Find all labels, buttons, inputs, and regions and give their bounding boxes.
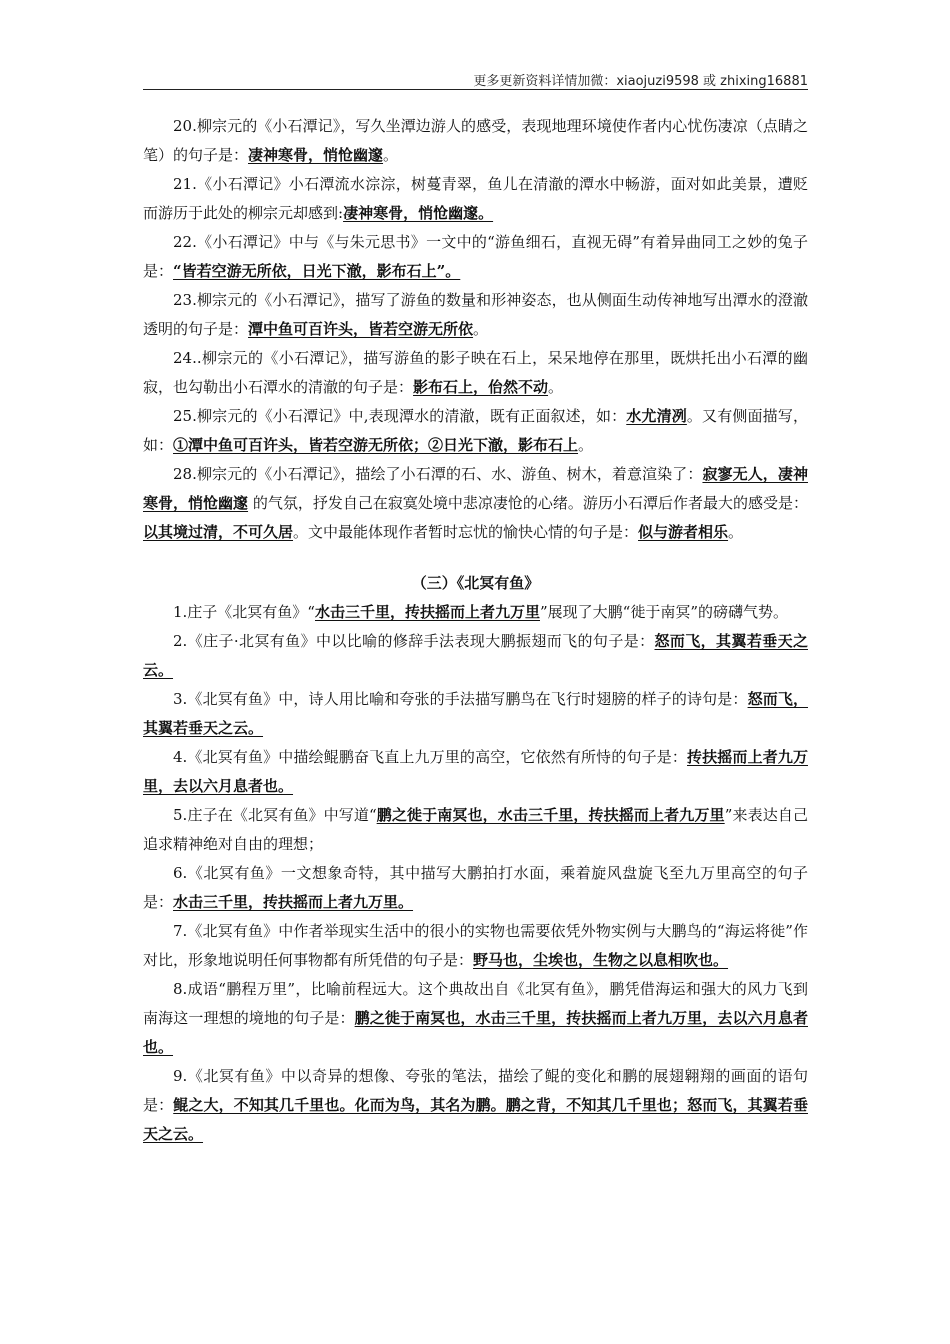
answer: 凄神寒骨，悄怆幽邃 <box>248 146 384 164</box>
question-item: 25.柳宗元的《小石潭记》中,表现潭水的清澈，既有正面叙述，如：水尤清冽。又有侧面描写，如：①潭中鱼可百许头，皆若空游无所依；②日光下澈，影布石上。 <box>143 407 808 454</box>
answer: “皆若空游无所依，日光下澈，影布石上”。 <box>173 262 461 280</box>
question-item: 20.柳宗元的《小石潭记》，写久坐潭边游人的感受，表现地理环境使作者内心忧伤凄凉（点睛之笔）的句子是：凄神寒骨，悄怆幽邃。 <box>143 117 808 164</box>
answer: 影布石上，佁然不动 <box>413 378 549 396</box>
document-body <box>143 112 808 1149</box>
question-item: 8.成语“鹏程万里”，比喻前程远大。这个典故出自《北冥有鱼》，鹏凭借海运和强大的风力飞到南海这一理想的境地的句子是：鹏之徙于南冥也，水击三千里，抟扶摇而上者九万里，去以六月息者也。 <box>143 980 808 1056</box>
question-item: 5.庄子在《北冥有鱼》中写道“鹏之徙于南冥也，水击三千里，抟扶摇而上者九万里”来表达自己追求精神绝对自由的理想； <box>143 806 808 853</box>
answer: 抟扶摇而上者九万里，去以六月息者也。 <box>143 748 808 795</box>
answer: 凄神寒骨，悄怆幽邃。 <box>343 204 494 222</box>
answer: 寂寥无人，凄神寒骨，悄怆幽邃 <box>143 465 808 512</box>
section-title: （三）《北冥有鱼》 <box>411 574 540 592</box>
question-item: 2.《庄子·北冥有鱼》中以比喻的修辞手法表现大鹏振翅而飞的句子是：怒而飞，其翼若垂天之云。 <box>143 632 808 679</box>
answer: 怒而飞，其翼若垂天之云。 <box>143 632 808 679</box>
question-item: 1.庄子《北冥有鱼》“水击三千里，抟扶摇而上者九万里”展现了大鹏“徙于南冥”的磅礴气势。 <box>173 603 789 621</box>
question-item: 24..柳宗元的《小石潭记》，描写游鱼的影子映在石上，呆呆地停在那里，既烘托出小石潭的幽寂，也勾勒出小石潭水的清澈的句子是：影布石上，佁然不动。 <box>143 349 808 396</box>
question-item: 3.《北冥有鱼》中，诗人用比喻和夸张的手法描写鹏鸟在飞行时翅膀的样子的诗句是：怒而飞，其翼若垂天之云。 <box>143 690 808 737</box>
question-item: 28.柳宗元的《小石潭记》，描绘了小石潭的石、水、游鱼、树木，着意渲染了：寂寥无人，凄神寒骨，悄怆幽邃 的气氛，抒发自己在寂寞处境中悲凉凄怆的心绪。游历小石潭后作者最大的感受是：以其境过清，不可久居。文中最能体现作者暂时忘忧的愉快心情的句子是：似与游者相乐。 <box>143 465 808 541</box>
answer: 水击三千里，抟扶摇而上者九万里 <box>314 603 540 621</box>
question-item: 4.《北冥有鱼》中描绘鲲鹏奋飞直上九万里的高空，它依然有所恃的句子是：抟扶摇而上者九万里，去以六月息者也。 <box>143 748 808 795</box>
question-item: 21.《小石潭记》小石潭流水淙淙，树蔓青翠，鱼儿在清澈的潭水中畅游，面对如此美景，遭贬而游历于此处的柳宗元却感到:凄神寒骨，悄怆幽邃。 <box>143 175 808 222</box>
answer: 水尤清冽 <box>626 407 687 425</box>
answer: ①潭中鱼可百许头，皆若空游无所依；②日光下澈，影布石上 <box>173 436 579 454</box>
answer: 潭中鱼可百许头，皆若空游无所依 <box>248 320 474 338</box>
answer: 水击三千里，抟扶摇而上者九万里。 <box>173 893 414 911</box>
question-item: 9.《北冥有鱼》中以奇异的想像、夸张的笔法，描绘了鲲的变化和鹏的展翅翱翔的画面的语句是：鲲之大，不知其几千里也。化而为鸟，其名为鹏。鹏之背，不知其几千里也；怒而飞，其翼若垂天之云。 <box>143 1067 808 1143</box>
header-divider <box>143 89 808 90</box>
answer: 野马也，尘埃也，生物之以息相吹也。 <box>473 951 729 969</box>
answer: 鹏之徙于南冥也，水击三千里，抟扶摇而上者九万里 <box>376 806 725 824</box>
question-item: 7.《北冥有鱼》中作者举现实生活中的很小的实物也需要依凭外物实例与大鹏鸟的“海运将徙”作对比，形象地说明任何事物都有所凭借的句子是：野马也，尘埃也，生物之以息相吹也。 <box>143 922 808 969</box>
answer: 似与游者相乐 <box>638 523 729 541</box>
answer: 鲲之大，不知其几千里也。化而为鸟，其名为鹏。鹏之背，不知其几千里也；怒而飞，其翼若垂天之云。 <box>143 1096 808 1143</box>
question-item: 22.《小石潭记》中与《与朱元思书》一文中的“游鱼细石，直视无碍”有着异曲同工之妙的兔子是：“皆若空游无所依，日光下澈，影布石上”。 <box>143 233 808 280</box>
question-item: 23.柳宗元的《小石潭记》，描写了游鱼的数量和形神姿态，也从侧面生动传神地写出潭水的澄澈透明的句子是：潭中鱼可百许头，皆若空游无所依。 <box>143 291 808 338</box>
question-item: 6.《北冥有鱼》一文想象奇特，其中描写大鹏拍打水面，乘着旋风盘旋飞至九万里高空的句子是：水击三千里，抟扶摇而上者九万里。 <box>143 864 808 911</box>
header-note: 更多更新资料详情加微：xiaojuzi9598 或 zhixing16881 <box>473 74 808 89</box>
answer: 鹏之徙于南冥也，水击三千里，抟扶摇而上者九万里，去以六月息者也。 <box>143 1009 808 1056</box>
answer: 以其境过清，不可久居 <box>143 523 294 541</box>
answer: 怒而飞，其翼若垂天之云。 <box>143 690 808 737</box>
